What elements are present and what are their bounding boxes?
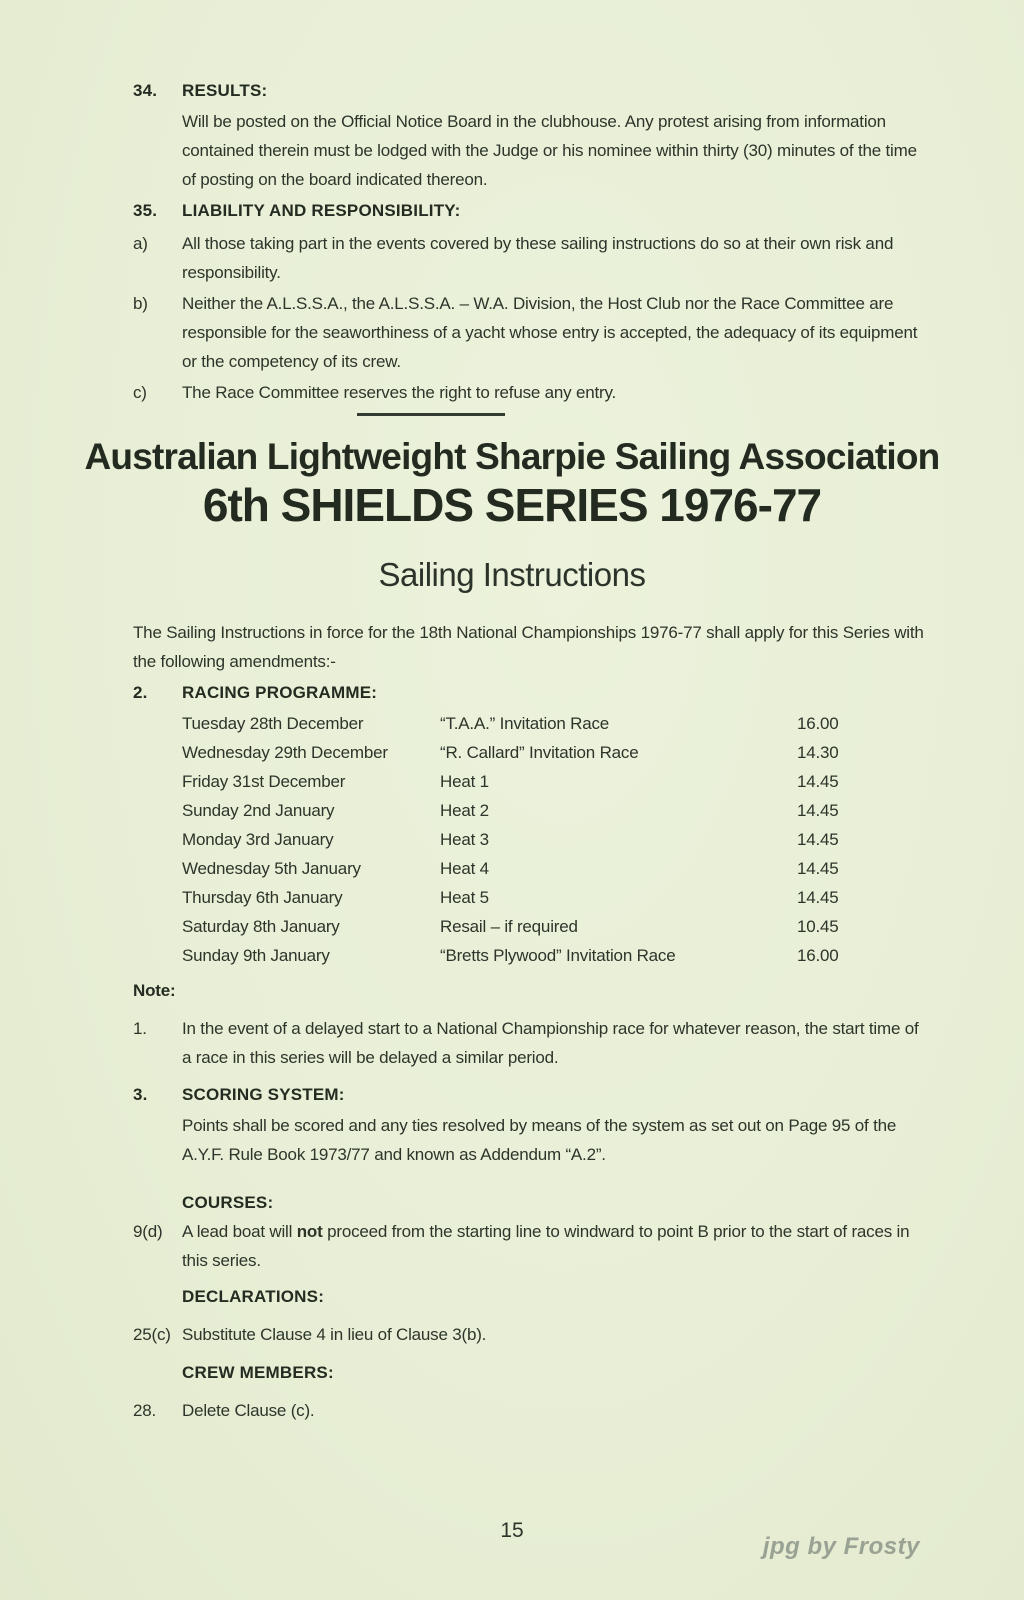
- watermark: jpg by Frosty: [762, 1533, 920, 1560]
- race-time: 16.00: [797, 946, 839, 965]
- table-row: [182, 796, 930, 825]
- table-row: [182, 709, 930, 738]
- declarations-heading: DECLARATIONS:: [182, 1287, 325, 1306]
- race-time: 14.45: [797, 801, 839, 820]
- declarations-item-text: Substitute Clause 4 in lieu of Clause 3(b).: [182, 1325, 487, 1344]
- race-event: Heat 3: [440, 830, 489, 849]
- race-time: 14.45: [797, 859, 839, 878]
- masthead: [0, 434, 1024, 594]
- item-a-text: All those taking part in the events covered by these sailing instructions do so at their own risk and responsibility.: [182, 234, 894, 282]
- section-35-heading-row: [133, 196, 930, 225]
- list-item: [133, 289, 930, 376]
- race-date: Monday 3rd January: [182, 830, 334, 849]
- note-item-number: 1.: [133, 1019, 147, 1038]
- association-title: Australian Lightweight Sharpie Sailing Association: [84, 436, 940, 477]
- table-row: [182, 941, 930, 970]
- race-event: Heat 1: [440, 772, 489, 791]
- table-row: [182, 912, 930, 941]
- section-35-heading: LIABILITY AND RESPONSIBILITY:: [182, 201, 461, 220]
- scoring-heading: SCORING SYSTEM:: [182, 1085, 345, 1104]
- item-c-text: The Race Committee reserves the right to refuse any entry.: [182, 383, 617, 402]
- section-35-number: 35.: [133, 201, 158, 220]
- courses-text-pre: A lead boat will: [182, 1222, 297, 1241]
- table-row: [182, 738, 930, 767]
- list-item: [133, 229, 930, 287]
- race-event: “R. Callard” Invitation Race: [440, 743, 639, 762]
- section-divider: [357, 413, 505, 416]
- race-date: Sunday 9th January: [182, 946, 330, 965]
- section-34-body: Will be posted on the Official Notice Board in the clubhouse. Any protest arising from information contained therein must be lodged with the Judge or his nominee within thirty (30) minutes of the time of posting on the board indicated thereon.: [182, 112, 917, 189]
- race-date: Wednesday 5th January: [182, 859, 361, 878]
- table-row: [182, 883, 930, 912]
- item-b-text: Neither the A.L.S.S.A., the A.L.S.S.A. – W.A. Division, the Host Club nor the Race Committee are responsible for the seaworthiness of a yacht whose entry is accepted, the adequacy of its equipment or the competency of its crew.: [182, 294, 918, 371]
- race-event: Heat 5: [440, 888, 489, 907]
- declarations-item: [133, 1320, 930, 1349]
- section-34-body-row: [133, 107, 930, 194]
- scoring-body: Points shall be scored and any ties resolved by means of the system as set out on Page 95 of the A.Y.F. Rule Book 1973/77 and known as Addendum “A.2”.: [182, 1116, 897, 1164]
- programme-heading: RACING PROGRAMME:: [182, 683, 378, 702]
- page-number: 15: [500, 1519, 524, 1542]
- item-a-label: a): [133, 234, 148, 253]
- list-item: [133, 378, 930, 407]
- race-date: Wednesday 29th December: [182, 743, 388, 762]
- series-title: 6th SHIELDS SERIES 1976-77: [202, 479, 822, 531]
- race-time: 10.45: [797, 917, 839, 936]
- race-time: 14.45: [797, 830, 839, 849]
- race-event: “Bretts Plywood” Invitation Race: [440, 946, 676, 965]
- crew-heading: CREW MEMBERS:: [182, 1363, 334, 1382]
- courses-item-text: [182, 1217, 930, 1275]
- section-34-number: 34.: [133, 81, 158, 100]
- race-event: Heat 4: [440, 859, 489, 878]
- race-date: Sunday 2nd January: [182, 801, 335, 820]
- race-date: Saturday 8th January: [182, 917, 340, 936]
- table-row: [182, 825, 930, 854]
- crew-item-text: Delete Clause (c).: [182, 1401, 315, 1420]
- note-item-text: In the event of a delayed start to a National Championship race for whatever reason, the start time of a race in this series will be delayed a similar period.: [182, 1019, 919, 1067]
- crew-item: [133, 1396, 930, 1425]
- race-date: Thursday 6th January: [182, 888, 343, 907]
- race-event: Resail – if required: [440, 917, 578, 936]
- scoring-body-row: [133, 1111, 930, 1169]
- crew-heading-row: [133, 1358, 930, 1387]
- race-event: Heat 2: [440, 801, 489, 820]
- declarations-heading-row: [133, 1282, 930, 1311]
- note-heading: Note:: [133, 981, 176, 1000]
- courses-text-bold: not: [296, 1222, 323, 1241]
- subtitle: Sailing Instructions: [378, 556, 646, 593]
- item-b-label: b): [133, 294, 148, 313]
- section-34-heading-row: [133, 76, 930, 105]
- scoring-number: 3.: [133, 1085, 148, 1104]
- table-row: [182, 854, 930, 883]
- race-time: 14.45: [797, 888, 839, 907]
- race-time: 14.30: [797, 743, 839, 762]
- race-time: 14.45: [797, 772, 839, 791]
- courses-item-number: 9(d): [133, 1222, 163, 1241]
- courses-text-post: proceed from the starting line to windward to point B prior to the start of races in this series.: [182, 1222, 910, 1270]
- courses-heading-row: [133, 1188, 930, 1217]
- scoring-heading-row: [133, 1080, 930, 1109]
- table-row: [182, 767, 930, 796]
- declarations-item-number: 25(c): [133, 1325, 171, 1344]
- race-date: Friday 31st December: [182, 772, 346, 791]
- programme-table: [133, 709, 930, 970]
- crew-item-number: 28.: [133, 1401, 157, 1420]
- race-time: 16.00: [797, 714, 839, 733]
- intro-paragraph: The Sailing Instructions in force for the 18th National Championships 1976-77 shall apply for this Series with the following amendments:-: [133, 623, 924, 671]
- race-event: “T.A.A.” Invitation Race: [440, 714, 610, 733]
- note-item: [133, 1014, 930, 1072]
- courses-item: [133, 1217, 930, 1275]
- courses-heading: COURSES:: [182, 1193, 274, 1212]
- race-date: Tuesday 28th December: [182, 714, 364, 733]
- section-34-heading: RESULTS:: [182, 81, 268, 100]
- programme-number: 2.: [133, 683, 148, 702]
- programme-heading-row: [133, 678, 930, 707]
- item-c-label: c): [133, 383, 147, 402]
